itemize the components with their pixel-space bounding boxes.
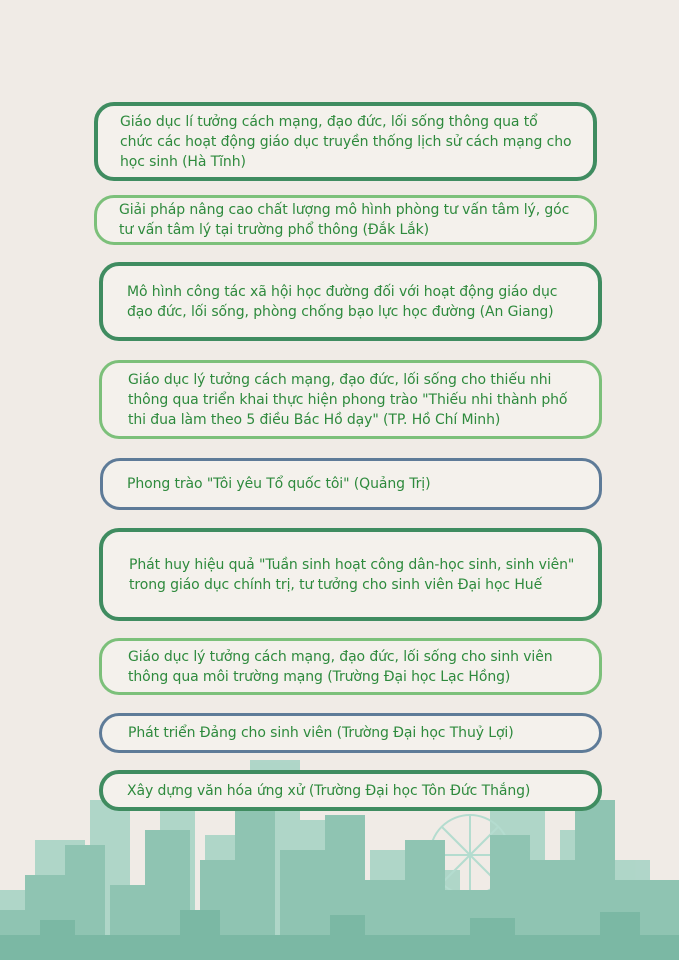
initiative-text: Xây dựng văn hóa ứng xử (Trường Đại học Tôn Đức Thắng) — [127, 782, 531, 799]
initiative-item — [99, 713, 602, 753]
initiative-item — [99, 360, 602, 439]
initiative-text: Giáo dục lí tưởng cách mạng, đạo đức, lối sống thông qua tổ chức các hoạt động giáo dục truyền thống lịch sử cách mạng cho học sinh (Hà Tĩnh) — [120, 113, 572, 170]
initiative-text: Phong trào "Tôi yêu Tổ quốc tôi" (Quảng Trị) — [127, 476, 431, 492]
initiative-item — [94, 102, 597, 181]
initiative-item — [99, 638, 602, 695]
initiative-item — [100, 458, 602, 510]
initiative-text: Phát huy hiệu quả "Tuần sinh hoạt công dân-học sinh, sinh viên" trong giáo dục chính trị, tư tưởng cho sinh viên Đại học Huế — [129, 556, 575, 593]
initiative-item — [99, 770, 602, 811]
initiative-item — [94, 195, 597, 245]
initiative-text: Giáo dục lý tưởng cách mạng, đạo đức, lối sống cho thiếu nhi thông qua triển khai thực hiện phong trào "Thiếu nhi thành phố thi đua làm theo 5 điều Bác Hồ dạy" (TP. Hồ Chí Minh) — [128, 371, 568, 428]
initiative-item — [99, 528, 602, 621]
initiative-text: Phát triển Đảng cho sinh viên (Trường Đại học Thuỷ Lợi) — [128, 725, 514, 741]
initiative-text: Giáo dục lý tưởng cách mạng, đạo đức, lối sống cho sinh viên thông qua môi trường mạng (Trường Đại học Lạc Hồng) — [128, 648, 553, 685]
initiative-text: Mô hình công tác xã hội học đường đối với hoạt động giáo dục đạo đức, lối sống, phòng chống bạo lực học đường (An Giang) — [127, 283, 558, 320]
initiative-text: Giải pháp nâng cao chất lượng mô hình phòng tư vấn tâm lý, góc tư vấn tâm lý tại trường phổ thông (Đắk Lắk) — [119, 202, 570, 238]
initiative-item — [99, 262, 602, 341]
